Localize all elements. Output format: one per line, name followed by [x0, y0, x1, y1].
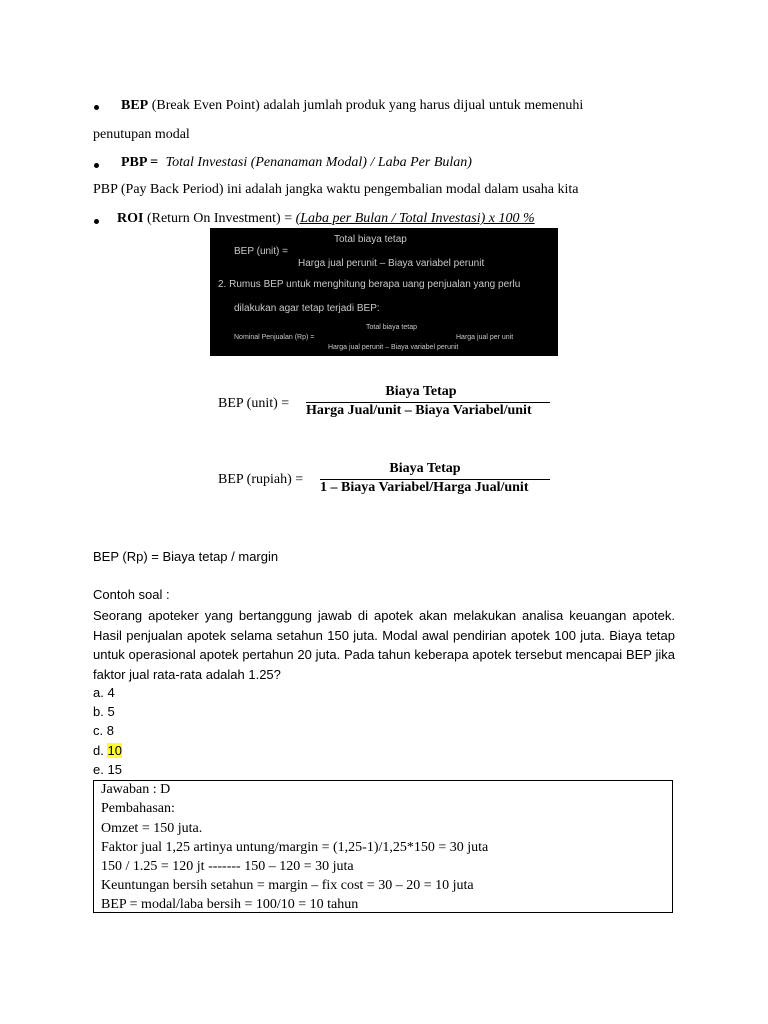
- option-b-value: 5: [107, 704, 115, 719]
- dark-formula-image: [210, 228, 558, 356]
- option-c-prefix: c.: [93, 723, 107, 738]
- option-d: [93, 743, 122, 758]
- answer-line-5: 150 / 1.25 = 120 jt ------- 150 – 120 = 30 juta: [101, 859, 354, 874]
- answer-line-7: BEP = modal/laba bersih = 100/10 = 10 tahun: [101, 897, 359, 912]
- bep-unit-lhs: BEP (unit) =: [218, 396, 290, 411]
- bep-definition: [121, 98, 583, 114]
- dark-line-1b: BEP (unit) =: [234, 246, 289, 257]
- roi-label: (Return On Investment) =: [146, 211, 293, 226]
- roi-term: ROI: [117, 211, 144, 226]
- answer-line-2: Pembahasan:: [101, 801, 175, 816]
- bep-unit-numerator: Biaya Tetap: [385, 384, 457, 399]
- bullet-dot: [94, 219, 99, 224]
- dark-line-1c: Harga jual perunit – Biaya variabel perunit: [298, 258, 485, 269]
- option-a-prefix: a.: [93, 685, 108, 700]
- option-d-prefix: d.: [93, 743, 108, 758]
- bep-term: BEP: [121, 98, 149, 113]
- bep-unit-denominator: Harga Jual/unit – Biaya Variabel/unit: [306, 403, 532, 418]
- bep-definition-text: (Break Even Point) adalah jumlah produk yang harus dijual untuk memenuhi: [151, 98, 584, 113]
- contoh-heading: Contoh soal :: [93, 587, 170, 602]
- dark-line-1a: Total biaya tetap: [334, 234, 407, 245]
- option-a-value: 4: [107, 685, 115, 700]
- option-e-prefix: e.: [93, 762, 108, 777]
- bep-unit-formula: [218, 384, 552, 420]
- option-a: [93, 685, 115, 700]
- dark-line-4a: Total biaya tetap: [366, 324, 417, 331]
- option-e-value: 15: [107, 762, 122, 777]
- pbp-description: PBP (Pay Back Period) ini adalah jangka waktu pengembalian modal dalam usaha kita: [93, 182, 579, 197]
- option-e: [93, 762, 122, 777]
- bep-definition-continuation: penutupan modal: [93, 127, 190, 142]
- bullet-dot: [94, 105, 99, 110]
- contoh-question: Seorang apoteker yang bertanggung jawab di apotek akan melakukan analisa keuangan apotek. Hasil penjualan apotek selama setahun 150 juta. Modal awal pendirian apotek 100 juta. Biaya tetap untuk operasional apotek pertahun 20 juta. Pada tahun keberapa apotek tersebut mencapai BEP jika faktor jual rata-rata adalah 1.25?: [93, 608, 675, 682]
- dark-line-4b: Nominal Penjualan (Rp) =: [234, 334, 315, 341]
- bep-rp-line: BEP (Rp) = Biaya tetap / margin: [93, 549, 279, 564]
- option-c-value: 8: [106, 723, 114, 738]
- dark-line-2: 2. Rumus BEP untuk menghitung berapa uang penjualan yang perlu: [218, 279, 521, 290]
- pbp-formula: Total Investasi (Penanaman Modal) / Laba Per Bulan): [165, 155, 472, 170]
- bep-rupiah-lhs: BEP (rupiah) =: [218, 472, 304, 487]
- bep-rupiah-denominator: 1 – Biaya Variabel/Harga Jual/unit: [320, 480, 529, 495]
- bep-rupiah-formula: [218, 461, 552, 497]
- option-c: [93, 723, 114, 738]
- answer-line-1: Jawaban : D: [101, 782, 171, 797]
- option-b: [93, 704, 115, 719]
- dark-line-4c: Harga jual per unit: [456, 334, 514, 341]
- answer-line-6: Keuntungan bersih setahun = margin – fix cost = 30 – 20 = 10 juta: [101, 878, 474, 893]
- bullet-dot: [94, 163, 99, 168]
- bep-rupiah-numerator: Biaya Tetap: [389, 461, 461, 476]
- dark-line-4d: Harga jual perunit – Biaya variabel perunit: [328, 344, 459, 351]
- dark-line-3: dilakukan agar tetap terjadi BEP:: [234, 303, 380, 314]
- answer-line-4: Faktor jual 1,25 artinya untung/margin = (1,25-1)/1,25*150 = 30 juta: [101, 840, 489, 855]
- option-b-prefix: b.: [93, 704, 108, 719]
- roi-formula: (Laba per Bulan / Total Investasi) x 100 %: [295, 211, 535, 226]
- option-d-value-highlighted: 10: [107, 743, 122, 758]
- answer-line-3: Omzet = 150 juta.: [101, 821, 203, 836]
- roi-formula-line: [117, 211, 535, 227]
- pbp-formula-line: [121, 155, 472, 171]
- answer-box: [93, 780, 673, 913]
- pbp-term: PBP =: [121, 155, 159, 170]
